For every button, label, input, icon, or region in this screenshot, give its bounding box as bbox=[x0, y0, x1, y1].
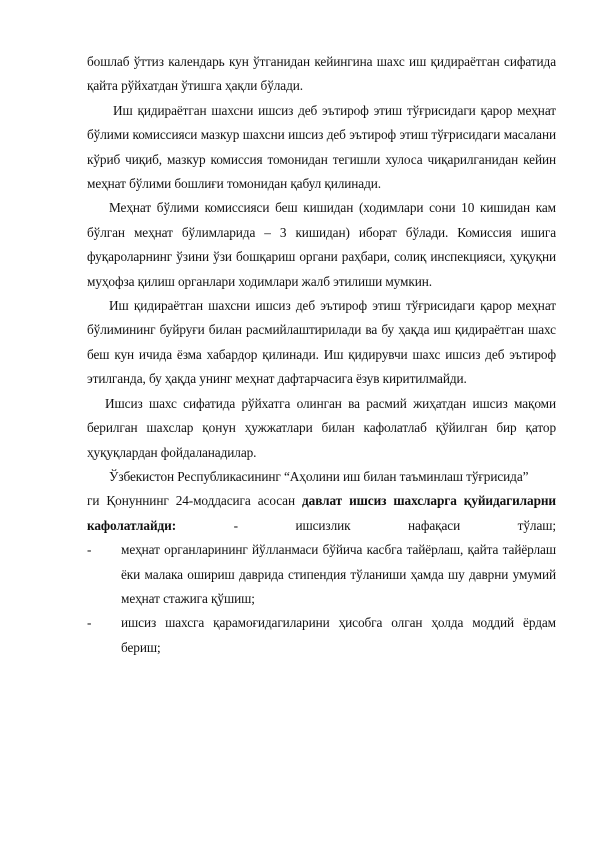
paragraph-6-line-2 bbox=[87, 489, 556, 538]
paragraph-5: Ишсиз шахс сифатида рўйхатга олинган ва расмий жиҳатдан ишсиз мақоми берилган шахслар қонун ҳужжатлари билан кафолатлаб қўйилган бир қатор ҳуқуқлардан фойдаланадилар. bbox=[87, 395, 556, 460]
list-item bbox=[87, 538, 556, 611]
list-dash: - bbox=[87, 615, 92, 631]
paragraph-6-rest: - ишсизлик нафақаси тўлаш; bbox=[176, 517, 556, 533]
paragraph-2: Иш қидираётган шахсни ишсиз деб эътироф этиш тўғрисидаги қарор меҳнат бўлими комиссияси мазкур шахсни ишсиз деб эътироф этиш тўғрисидаги масалани кўриб чиқиб, мазкур комиссия томонидан тегишли хулоса чиқарилганидан кейин меҳнат бўлими бошлиғи томонидан қабул қилинади. bbox=[87, 102, 556, 192]
list-dash: - bbox=[87, 542, 92, 558]
paragraph-3: Меҳнат бўлими комиссияси беш кишидан (ходимлари сони 10 кишидан кам бўлган меҳнат бўлимларида – 3 кишидан) иборат бўлади. Комиссия ишига фуқароларнинг ўзини ўзи бошқариш органи раҳбари, солиқ инспекцияси, ҳуқуқни муҳофза қилиш органлари ходимлари жалб этилиши мумкин. bbox=[87, 200, 556, 289]
paragraph-6-bold-guarantee: давлат ишсиз шахсларга қуйидагиларни кафолатлайди: bbox=[87, 493, 556, 533]
list-item bbox=[87, 611, 556, 660]
list-item-text: меҳнат органларининг йўлланмаси бўйича касбга тайёрлаш, қайта тайёрлаш ёки малака ошириш даврида стипендия тўланиши ҳамда шу даврни умумий меҳнат стажига қўшиш; bbox=[121, 542, 556, 606]
list-item-text: ишсиз шахсга қарамоғидагиларини ҳисобга олган ҳолда моддий ёрдам бериш; bbox=[121, 615, 556, 655]
paragraph-4: Иш қидираётган шахсни ишсиз деб эътироф этиш тўғрисидаги қарор меҳнат бўлимининг буйруғи билан расмийлаштирилади ва бу ҳақда иш қидираётган шахс беш кун ичида ёзма хабардор қилинади. Иш қидирувчи шахс ишсиз деб эътироф этилганда, бу ҳақда унинг меҳнат дафтарчасига ёзув киритилмайди. bbox=[87, 298, 556, 387]
paragraph-6-line-1: Ўзбекистон Республикасининг “Аҳолини иш билан таъминлаш тўғрисида” bbox=[109, 468, 529, 484]
paragraph-6-start: ги Қонуннинг 24-моддасига асосан bbox=[87, 493, 295, 509]
paragraph-1: бошлаб ўттиз календарь кун ўтганидан кейингина шахс иш қидираётган сифатида қайта рўйхатдан ўтишга ҳақли бўлади. bbox=[87, 54, 556, 94]
document-page bbox=[87, 50, 556, 660]
